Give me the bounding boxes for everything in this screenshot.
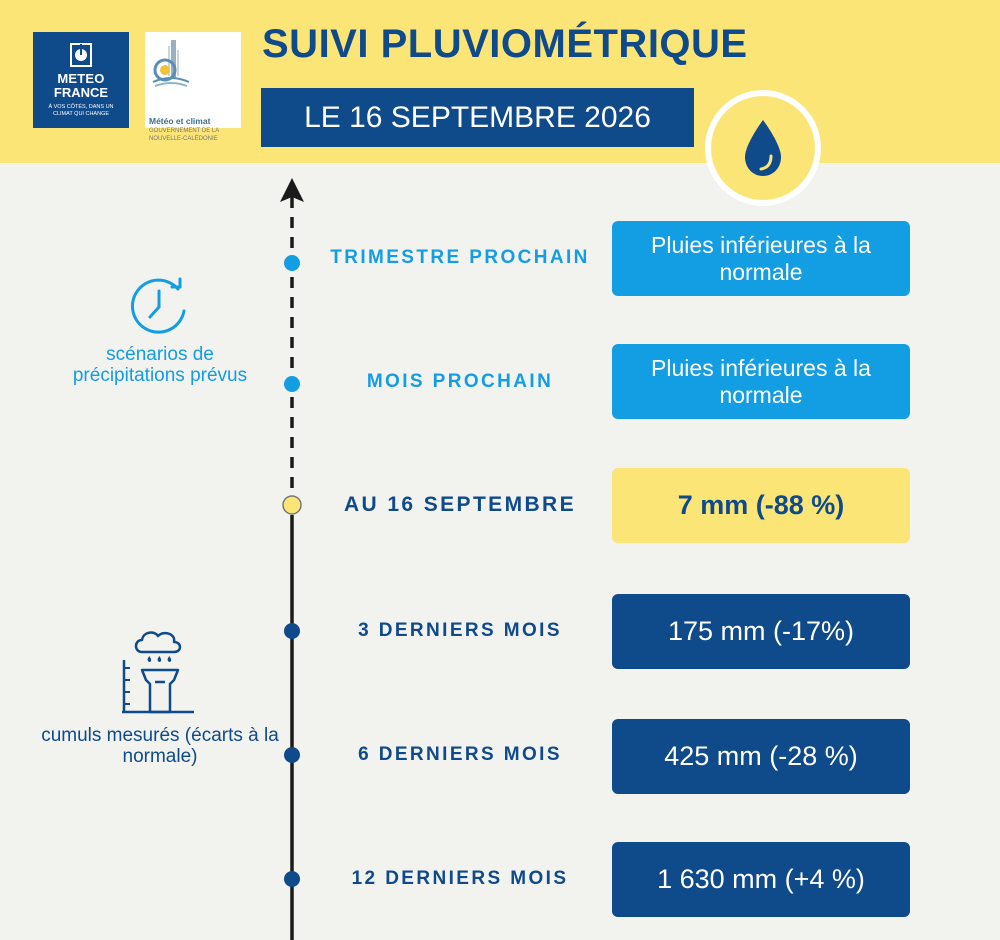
government-emblem-icon — [149, 38, 195, 90]
nc-logo-title: Météo et climat — [149, 116, 211, 126]
period-label-12m: 12 DERNIERS MOIS — [351, 868, 569, 889]
value-text-12m: 1 630 mm (+4 %) — [657, 864, 865, 894]
forecast-section-label: scénarios de précipitations prévus — [72, 344, 248, 386]
rain-gauge-icon — [118, 626, 198, 718]
value-box-current — [612, 468, 910, 543]
meteo-france-mark-icon — [69, 42, 93, 68]
timeline-dot-trimestre — [284, 255, 300, 271]
header-banner — [0, 0, 1000, 163]
timeline — [270, 170, 310, 940]
value-text-mois: Pluies inférieures à la normale — [651, 354, 871, 408]
water-drop-icon — [741, 118, 785, 178]
measured-section-label: cumuls mesurés (écarts à la normale) — [41, 725, 279, 767]
value-box-6m — [612, 719, 910, 794]
meteo-france-line2: FRANCE — [53, 85, 109, 100]
timeline-dot-12m — [284, 871, 300, 887]
value-text-6m: 425 mm (-28 %) — [664, 741, 858, 771]
nc-logo-line2: NOUVELLE-CALÉDONIE — [149, 136, 218, 142]
water-drop-badge — [705, 90, 821, 206]
value-box-3m — [612, 594, 910, 669]
value-box-12m — [612, 842, 910, 917]
timeline-dot-3m — [284, 623, 300, 639]
value-text-3m: 175 mm (-17%) — [667, 616, 855, 646]
period-label-trimestre: TRIMESTRE PROCHAIN — [330, 247, 590, 268]
meteo-france-line1: METEO — [57, 71, 105, 86]
nouvelle-caledonie-logo — [145, 32, 241, 142]
period-label-3m: 3 DERNIERS MOIS — [358, 620, 562, 641]
value-box-mois — [612, 344, 910, 419]
value-text-trimestre: Pluies inférieures à la normale — [651, 231, 871, 285]
meteo-france-logo — [33, 32, 129, 128]
page-title: SUIVI PLUVIOMÉTRIQUE — [262, 22, 748, 66]
clock-forward-icon — [128, 275, 194, 337]
value-box-trimestre — [612, 221, 910, 296]
period-label-mois: MOIS PROCHAIN — [366, 371, 554, 392]
meteo-france-tagline: À VOS CÔTÉS, DANS UN CLIMAT QUI CHANGE — [48, 104, 114, 117]
date-banner: LE 16 SEPTEMBRE 2026 — [261, 88, 694, 147]
period-label-current: AU 16 SEPTEMBRE — [343, 493, 577, 516]
nc-logo-line1: GOUVERNEMENT DE LA — [149, 128, 220, 134]
period-label-6m: 6 DERNIERS MOIS — [358, 744, 562, 765]
value-text-current: 7 mm (-88 %) — [677, 490, 845, 520]
timeline-dot-mois — [284, 376, 300, 392]
timeline-dot-current — [283, 496, 301, 514]
timeline-dot-6m — [284, 747, 300, 763]
